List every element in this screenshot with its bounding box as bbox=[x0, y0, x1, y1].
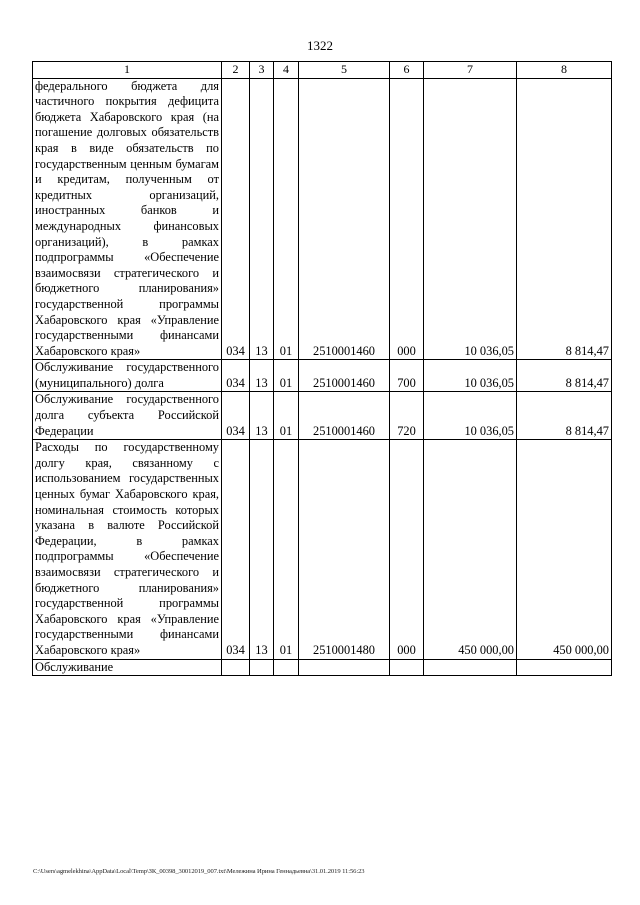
row-amount-actual: 8 814,47 bbox=[517, 360, 612, 392]
row-name: Расходы по государственному долгу края, связанному с использованием государственных ценных бумаг Хабаровского края, номинальная стоимость которых указана в валюте Российской Федерации, в рамках подпрограммы «Обеспечение взаимосвязи стратегического и бюджетного планирования» государственной программы Хабаровского края «Управление государственными финансами Хабаровского края» bbox=[33, 440, 222, 659]
row-admin-code: 034 bbox=[222, 78, 250, 360]
row-amount-plan: 10 036,05 bbox=[424, 360, 517, 392]
header-col-6: 6 bbox=[390, 62, 424, 79]
row-subsection: 01 bbox=[274, 440, 299, 659]
header-col-7: 7 bbox=[424, 62, 517, 79]
row-amount-plan: 450 000,00 bbox=[424, 440, 517, 659]
row-section bbox=[250, 659, 274, 676]
row-target-article bbox=[299, 659, 390, 676]
header-col-5: 5 bbox=[299, 62, 390, 79]
page-number: 1322 bbox=[307, 38, 333, 53]
table-row bbox=[33, 440, 612, 659]
row-amount-actual: 8 814,47 bbox=[517, 392, 612, 440]
row-admin-code: 034 bbox=[222, 392, 250, 440]
budget-table bbox=[32, 61, 612, 676]
row-target-article: 2510001460 bbox=[299, 360, 390, 392]
table-row bbox=[33, 392, 612, 440]
row-name: Обслуживание государственного долга субъекта Российской Федерации bbox=[33, 392, 222, 440]
row-amount-actual: 8 814,47 bbox=[517, 78, 612, 360]
row-amount-plan: 10 036,05 bbox=[424, 78, 517, 360]
header-col-4: 4 bbox=[274, 62, 299, 79]
row-expense-type: 000 bbox=[390, 440, 424, 659]
row-name: Обслуживание государственного (муниципального) долга bbox=[33, 360, 222, 392]
row-subsection: 01 bbox=[274, 78, 299, 360]
row-target-article: 2510001460 bbox=[299, 78, 390, 360]
row-subsection: 01 bbox=[274, 360, 299, 392]
row-subsection bbox=[274, 659, 299, 676]
row-section: 13 bbox=[250, 440, 274, 659]
header-col-1: 1 bbox=[33, 62, 222, 79]
table-row bbox=[33, 360, 612, 392]
row-amount-plan bbox=[424, 659, 517, 676]
row-admin-code: 034 bbox=[222, 440, 250, 659]
row-expense-type: 000 bbox=[390, 78, 424, 360]
row-section: 13 bbox=[250, 392, 274, 440]
row-name: федерального бюджета для частичного покрытия дефицита бюджета Хабаровского края (на погашение долговых обязательств края в виде обязательств по государственным ценным бумагам и кредитам, полученным от кредитных организаций, иностранных банков и международных финансовых организаций), в рамках подпрограммы «Обеспечение взаимосвязи стратегического и бюджетного планирования» государственной программы Хабаровского края «Управление государственными финансами Хабаровского края» bbox=[33, 78, 222, 360]
table-row bbox=[33, 659, 612, 676]
table-row bbox=[33, 78, 612, 360]
row-subsection: 01 bbox=[274, 392, 299, 440]
row-amount-plan: 10 036,05 bbox=[424, 392, 517, 440]
row-expense-type: 720 bbox=[390, 392, 424, 440]
row-admin-code: 034 bbox=[222, 360, 250, 392]
row-amount-actual: 450 000,00 bbox=[517, 440, 612, 659]
row-section: 13 bbox=[250, 360, 274, 392]
row-expense-type: 700 bbox=[390, 360, 424, 392]
row-target-article: 2510001480 bbox=[299, 440, 390, 659]
row-admin-code bbox=[222, 659, 250, 676]
footer-file-path: C:\Users\agmelekhina\AppData\Local\Temp\ЗК_00398_30012019_007.txt\Мележина Ирина Геннадьевна\31.01.2019 11:56:23 bbox=[33, 868, 365, 875]
row-expense-type bbox=[390, 659, 424, 676]
header-col-8: 8 bbox=[517, 62, 612, 79]
header-col-3: 3 bbox=[250, 62, 274, 79]
table-header-row bbox=[33, 62, 612, 79]
row-amount-actual bbox=[517, 659, 612, 676]
row-target-article: 2510001460 bbox=[299, 392, 390, 440]
row-name: Обслуживание bbox=[33, 659, 222, 676]
header-col-2: 2 bbox=[222, 62, 250, 79]
row-section: 13 bbox=[250, 78, 274, 360]
